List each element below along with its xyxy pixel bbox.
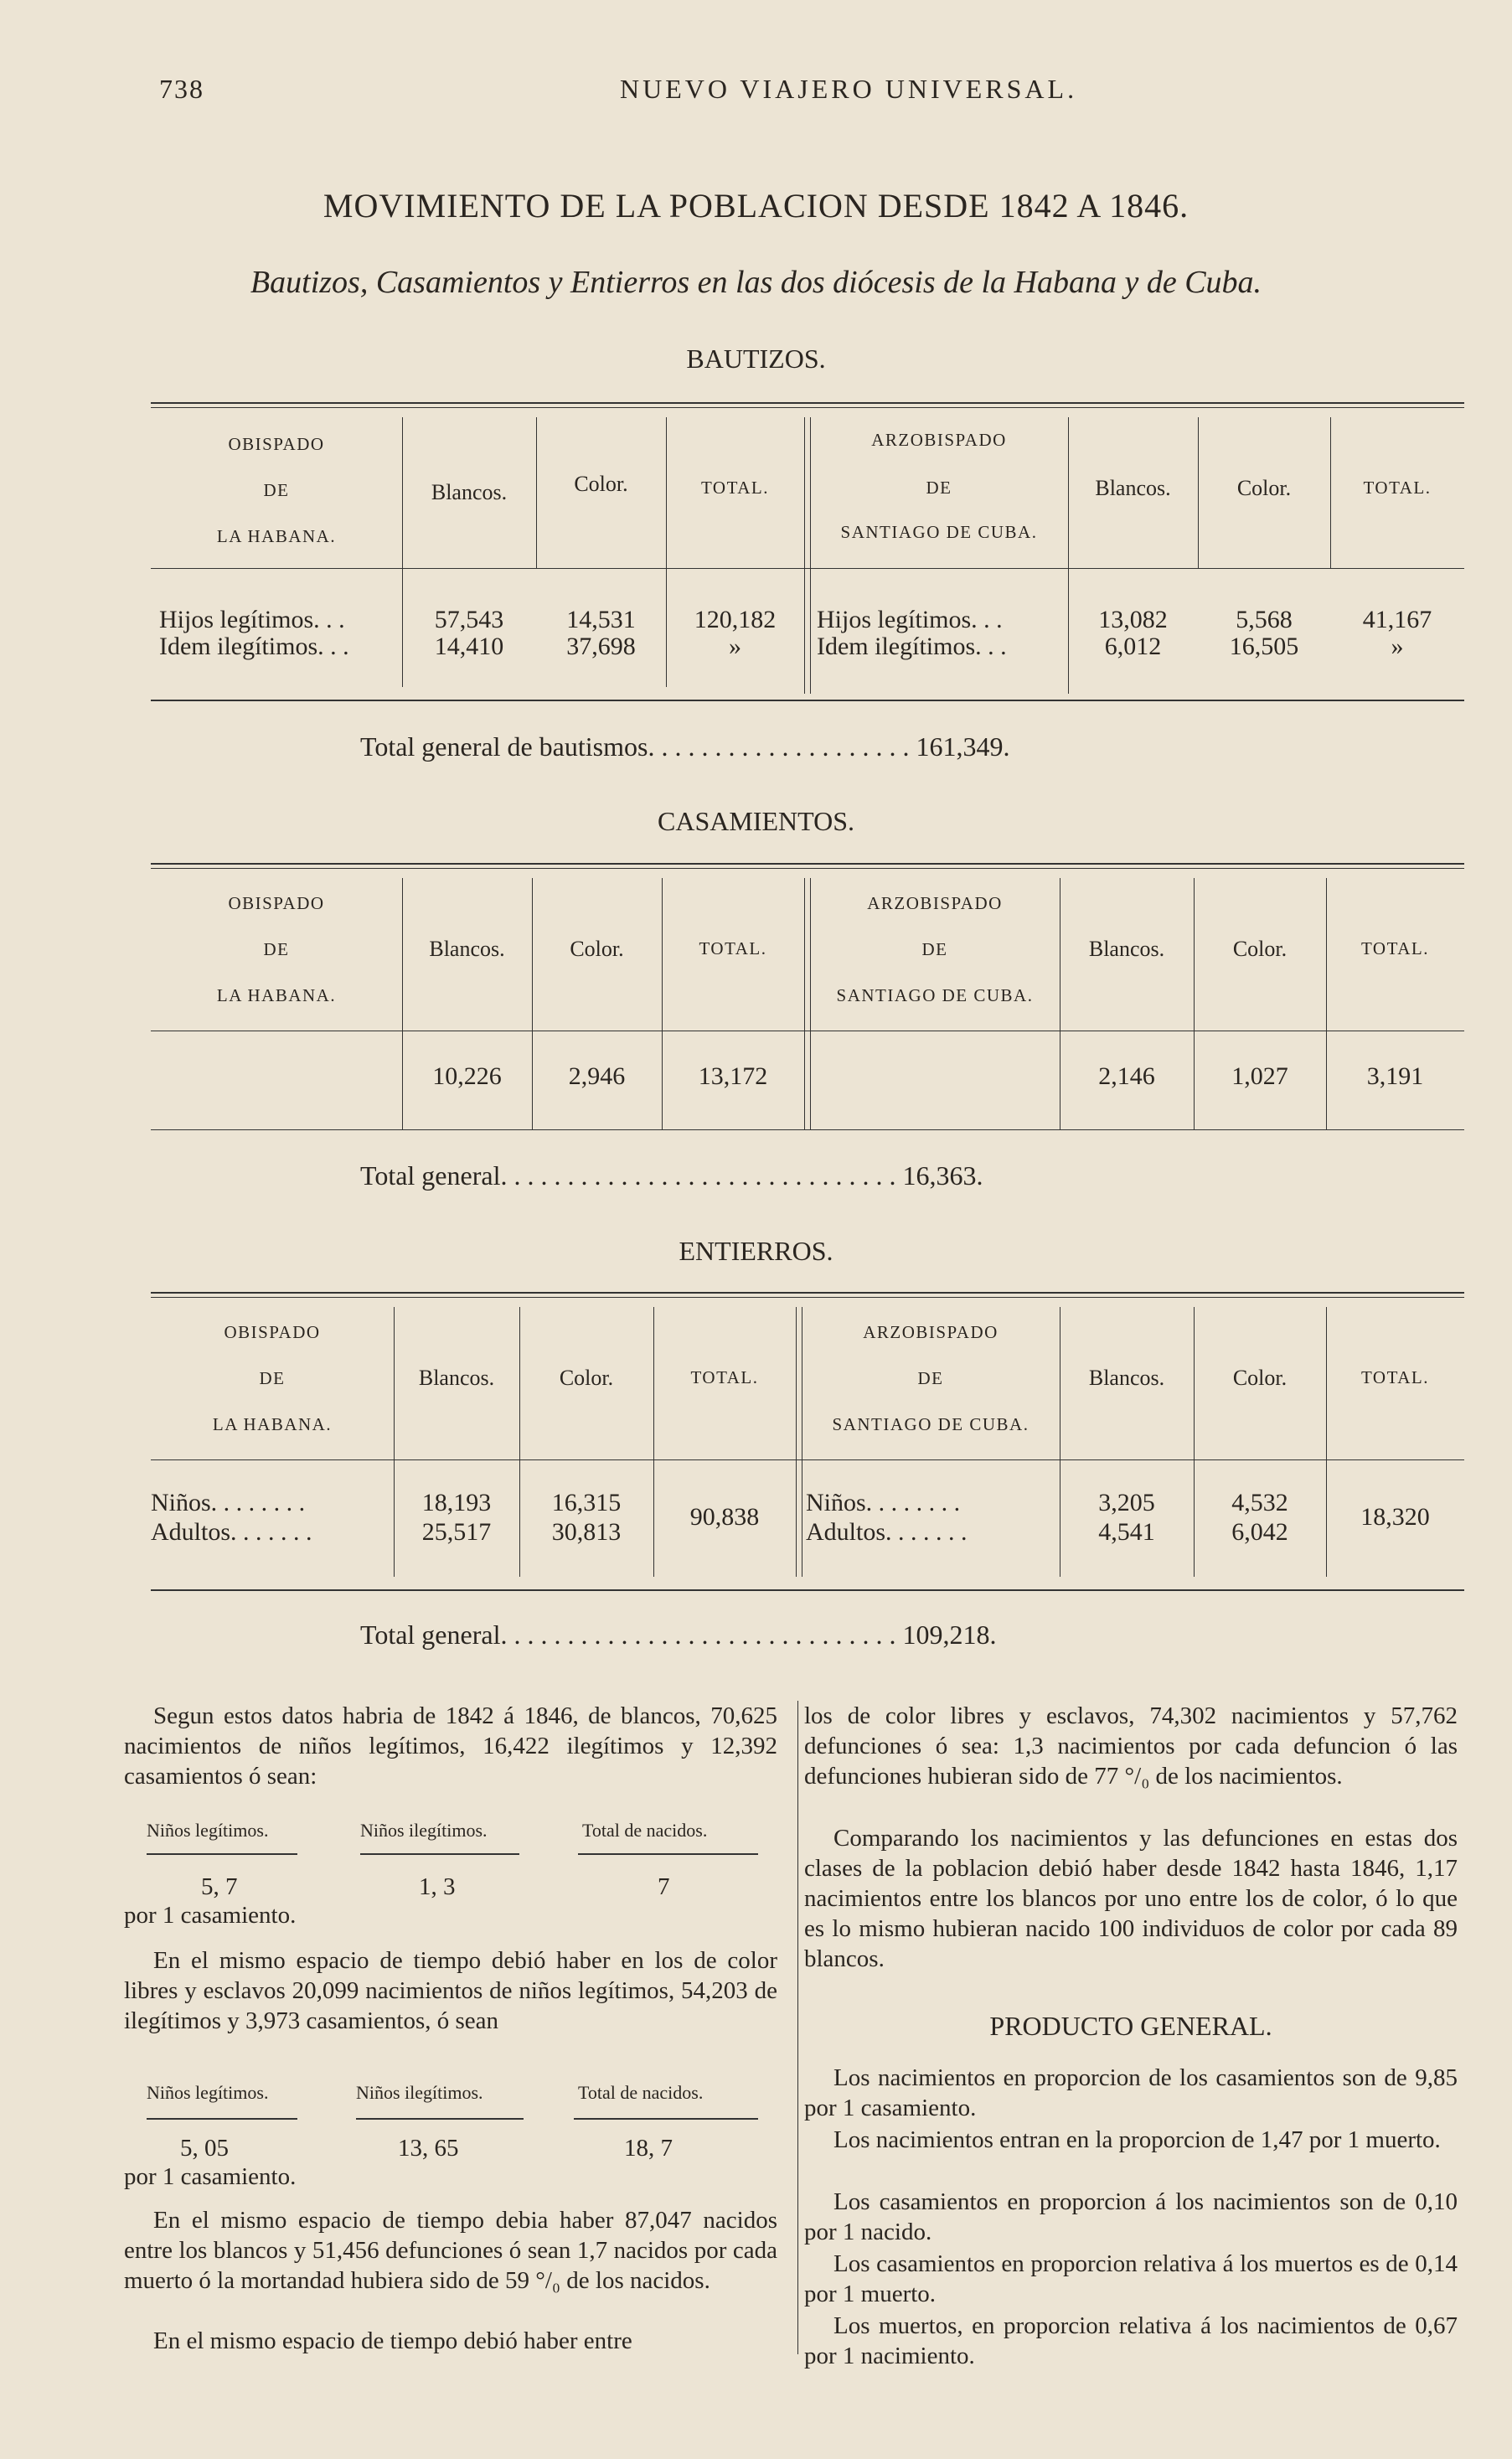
ratio-header: Niños ilegítimos. — [360, 1820, 488, 1841]
col-header-santiago-1: ARZOBISPADO — [871, 430, 1007, 450]
paragraph: Los nacimientos entran en la proporcion de 1,47 por 1 muerto. — [833, 2126, 1441, 2153]
ratio-value: 5, 7 — [201, 1873, 238, 1900]
col-header-total: TOTAL. — [700, 478, 769, 498]
table-cell: 14,410 — [434, 633, 504, 660]
ratio-value: 18, 7 — [624, 2135, 673, 2162]
table-cell: 13,172 — [698, 1062, 768, 1090]
table-entierros — [151, 1292, 1464, 1594]
total-label: Total general. . . . . . . . . . . . . . . . . . . . . . . . . . . . . . — [360, 1620, 896, 1650]
ratio-caption: por 1 casamiento. — [124, 2163, 297, 2190]
col-header-santiago-2: DE — [926, 478, 952, 498]
col-header-blancos: Blancos. — [429, 937, 505, 961]
row-label: Niños. . . . . . . . — [806, 1489, 961, 1516]
col-header-santiago-2: DE — [917, 1368, 944, 1388]
total-casamientos — [360, 1160, 983, 1191]
col-header-santiago-2: DE — [921, 939, 948, 959]
table-cell: 13,082 — [1098, 606, 1168, 633]
row-label: Niños. . . . . . . . — [151, 1489, 306, 1516]
paragraph: En el mismo espacio de tiempo debió haber en los de color libres y esclavos 20,099 nacimientos de niños legítimos, 54,203 de ilegítimos y 3,973 casamientos, ó sean — [124, 1947, 777, 2034]
table-cell: 1,027 — [1231, 1062, 1288, 1090]
col-header-santiago-3: SANTIAGO DE CUBA. — [840, 522, 1038, 542]
table-bautizos — [151, 402, 1464, 704]
col-header-total-2: TOTAL. — [1363, 478, 1432, 498]
col-header-color: Color. — [570, 937, 624, 961]
col-header-blancos: Blancos. — [418, 1366, 495, 1390]
total-entierros — [360, 1620, 996, 1651]
table-cell: 16,315 — [551, 1489, 622, 1516]
running-title: NUEVO VIAJERO UNIVERSAL. — [620, 74, 1078, 104]
ratio-value: 13, 65 — [398, 2135, 459, 2162]
column-divider — [797, 1701, 798, 2354]
col-header-blancos-2: Blancos. — [1088, 937, 1165, 961]
row-label: Idem ilegítimos. . . — [817, 633, 1007, 660]
table-cell: 18,193 — [421, 1489, 492, 1516]
table-casamientos — [151, 863, 1464, 1131]
paragraph: Los nacimientos en proporcion de los casamientos son de 9,85 por 1 casamiento. — [804, 2064, 1458, 2121]
col-header-blancos-2: Blancos. — [1088, 1366, 1165, 1390]
paragraph: En el mismo espacio de tiempo debió haber entre — [153, 2327, 632, 2354]
col-header-habana-1: OBISPADO — [224, 1322, 321, 1342]
ratio-value: 5, 05 — [180, 2135, 229, 2162]
table-cell: 3,191 — [1366, 1062, 1424, 1090]
paragraph: Segun estos datos habria de 1842 á 1846, de blancos, 70,625 nacimientos de niños legítimos, 16,422 ilegítimos y 12,392 casamientos ó sean: — [124, 1702, 777, 1790]
col-header-santiago-3: SANTIAGO DE CUBA. — [836, 985, 1034, 1005]
section-heading-casamientos: CASAMIENTOS. — [658, 806, 854, 836]
col-header-habana-3: LA HABANA. — [212, 1414, 333, 1434]
table-cell: 41,167 — [1362, 606, 1432, 633]
table-cell: 14,531 — [566, 606, 636, 633]
row-label: Hijos legítimos. . . — [159, 606, 345, 633]
paragraph: Los casamientos en proporcion relativa á los muertos es de 0,14 por 1 muerto. — [804, 2250, 1458, 2307]
col-header-habana-2: DE — [259, 1368, 286, 1388]
paragraph: Comparando los nacimientos y las defunciones en estas dos clases de la poblacion debió haber desde 1842 hasta 1846, 1,17 nacimientos entre los blancos por uno entre los de color, ó lo que es lo mismo hubieran nacido 100 individuos de color por cada 89 blancos. — [804, 1825, 1458, 1972]
table-cell: 2,146 — [1098, 1062, 1155, 1090]
col-header-color: Color. — [574, 472, 628, 496]
col-header-blancos-2: Blancos. — [1095, 476, 1171, 500]
table-cell: 90,838 — [689, 1503, 760, 1531]
table-cell: 16,505 — [1229, 633, 1299, 660]
col-header-blancos: Blancos. — [431, 480, 508, 504]
col-header-habana-1: OBISPADO — [228, 434, 325, 454]
table-cell: 10,226 — [432, 1062, 502, 1090]
table-cell: 30,813 — [551, 1518, 622, 1546]
paragraph: En el mismo espacio de tiempo debia haber 87,047 nacidos entre los blancos y 51,456 defunciones ó sean 1,7 nacidos por cada muerto ó la mortandad hubiera sido de 59 °/₀ de los nacidos. — [124, 2207, 777, 2294]
col-header-habana-3: LA HABANA. — [216, 526, 337, 546]
ratio-caption: por 1 casamiento. — [124, 1902, 297, 1929]
page-number: 738 — [159, 74, 204, 104]
section-heading-producto: PRODUCTO GENERAL. — [989, 2011, 1272, 2041]
section-heading-entierros: ENTIERROS. — [679, 1236, 833, 1266]
table-cell: 120,182 — [694, 606, 777, 633]
table-cell: 18,320 — [1360, 1503, 1430, 1531]
col-header-color: Color. — [559, 1366, 614, 1390]
page-title: MOVIMIENTO DE LA POBLACION DESDE 1842 A 1846. — [323, 187, 1189, 225]
ratio-value: 1, 3 — [419, 1873, 456, 1900]
col-header-color-2: Color. — [1232, 937, 1288, 961]
col-header-total: TOTAL. — [699, 938, 767, 958]
row-label: Hijos legítimos. . . — [817, 606, 1003, 633]
ratio-header: Niños ilegítimos. — [356, 2082, 483, 2103]
table-cell: 37,698 — [566, 633, 636, 660]
section-heading-bautizos: BAUTIZOS. — [686, 344, 826, 374]
ratio-header: Niños legítimos. — [147, 2082, 269, 2103]
table-cell: 2,946 — [568, 1062, 626, 1090]
ratio-value: 7 — [658, 1873, 670, 1900]
row-label: Adultos. . . . . . . — [806, 1518, 968, 1546]
table-cell: 6,012 — [1104, 633, 1162, 660]
table-cell: 25,517 — [421, 1518, 492, 1546]
col-header-total-2: TOTAL. — [1360, 1367, 1429, 1387]
col-header-habana-3: LA HABANA. — [216, 985, 337, 1005]
table-cell: 4,541 — [1098, 1518, 1155, 1546]
ratio-header: Niños legítimos. — [147, 1820, 269, 1841]
page-subtitle: Bautizos, Casamientos y Entierros en las dos diócesis de la Habana y de Cuba. — [250, 265, 1262, 300]
table-cell: 6,042 — [1231, 1518, 1288, 1546]
row-label: Idem ilegítimos. . . — [159, 633, 349, 660]
col-header-total-2: TOTAL. — [1360, 938, 1429, 958]
total-value: 161,349. — [916, 731, 1010, 762]
table-cell: 57,543 — [434, 606, 504, 633]
total-value: 109,218. — [902, 1620, 997, 1650]
table-cell: » — [1391, 633, 1404, 660]
col-header-santiago-3: SANTIAGO DE CUBA. — [832, 1414, 1030, 1434]
total-bautismos — [360, 731, 1009, 762]
total-label: Total general de bautismos. . . . . . . . . . . . . . . . . . . . — [360, 731, 910, 762]
col-header-habana-2: DE — [263, 939, 290, 959]
table-cell: 5,568 — [1236, 606, 1293, 633]
col-header-total: TOTAL. — [690, 1367, 759, 1387]
total-value: 16,363. — [902, 1160, 983, 1191]
col-header-santiago-1: ARZOBISPADO — [867, 893, 1003, 913]
table-cell: 4,532 — [1231, 1489, 1288, 1516]
table-cell: » — [729, 633, 741, 660]
col-header-santiago-1: ARZOBISPADO — [863, 1322, 999, 1342]
col-header-habana-2: DE — [263, 480, 290, 500]
row-label: Adultos. . . . . . . — [151, 1518, 312, 1546]
total-label: Total general. . . . . . . . . . . . . . . . . . . . . . . . . . . . . . — [360, 1160, 896, 1191]
table-cell: 3,205 — [1098, 1489, 1155, 1516]
paragraph: Los casamientos en proporcion á los nacimientos son de 0,10 por 1 nacido. — [804, 2188, 1458, 2245]
paragraph: Los muertos, en proporcion relativa á los nacimientos de 0,67 por 1 nacimiento. — [804, 2312, 1458, 2369]
col-header-color-2: Color. — [1236, 476, 1292, 500]
col-header-color-2: Color. — [1232, 1366, 1288, 1390]
ratio-header: Total de nacidos. — [578, 2082, 704, 2103]
paragraph: los de color libres y esclavos, 74,302 nacimientos y 57,762 defunciones ó sea: 1,3 nacimientos por cada defuncion ó las defunciones hubieran sido de 77 °/₀ de los nacimientos. — [804, 1702, 1458, 1790]
ratio-header: Total de nacidos. — [582, 1820, 708, 1841]
col-header-habana-1: OBISPADO — [228, 893, 325, 913]
